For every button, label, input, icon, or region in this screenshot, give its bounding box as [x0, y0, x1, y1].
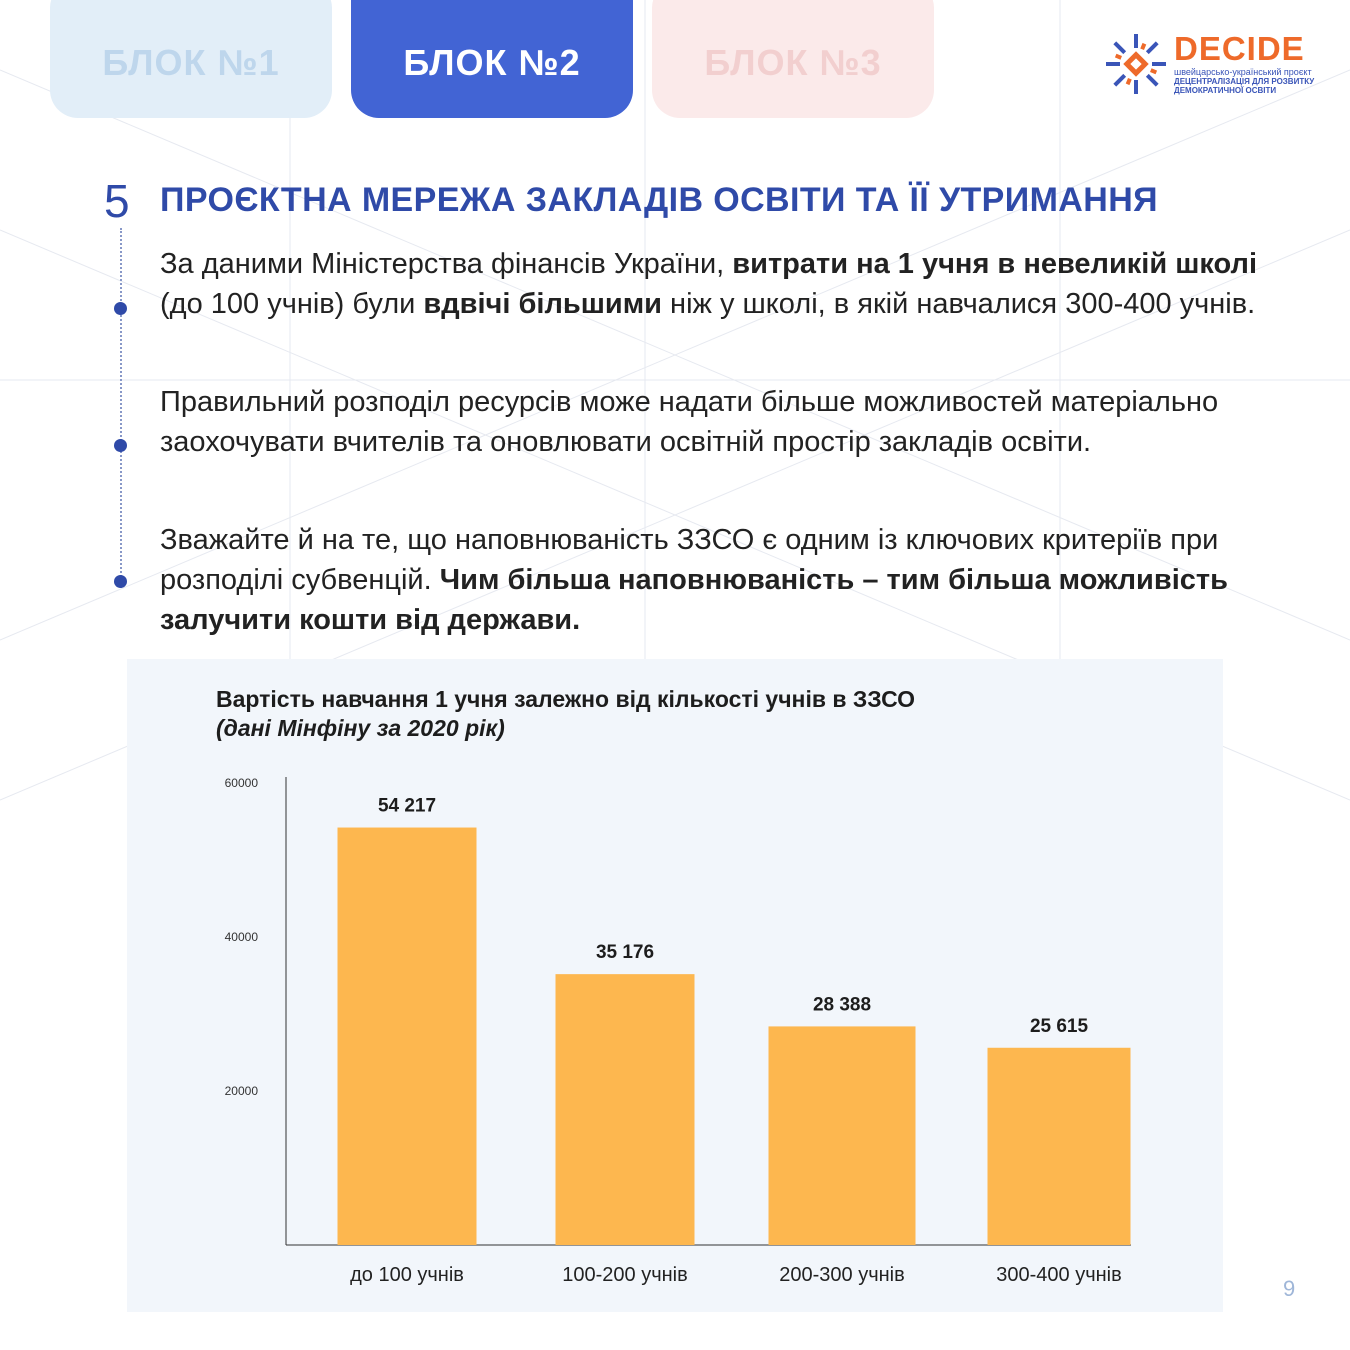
paragraph-2 — [160, 382, 1270, 462]
tab-block-3[interactable]: БЛОК №3 — [652, 0, 934, 118]
logo-wordmark: DECIDE — [1174, 30, 1305, 67]
page-number: 9 — [1283, 1276, 1296, 1301]
bar-value-label: 54 217 — [377, 795, 437, 817]
bar-value-label: 35 176 — [595, 942, 655, 964]
bar — [988, 1048, 1131, 1245]
x-category-label: 100-200 учнів — [562, 1264, 688, 1286]
tab-block-1[interactable]: БЛОК №1 — [50, 0, 332, 118]
bullet-dot-3 — [114, 575, 127, 588]
logo-subtitle-3: ДЕМОКРАТИЧНОЇ ОСВІТИ — [1174, 86, 1277, 95]
y-tick-label: 40000 — [224, 930, 258, 944]
x-category-label: 300-400 учнів — [996, 1264, 1122, 1286]
bar — [769, 1026, 916, 1245]
paragraph-3-text: Зважайте й на те, що наповнюваність ЗЗСО є одним із ключових критеріїв при розподілі субвенцій. — [160, 524, 1219, 596]
timeline-line — [120, 228, 122, 588]
bar — [556, 974, 695, 1245]
y-tick-label: 60000 — [224, 776, 258, 790]
bar-chart — [127, 659, 1223, 1312]
bar — [338, 828, 477, 1245]
paragraph-1 — [160, 244, 1270, 324]
x-category-label: до 100 учнів — [350, 1264, 464, 1286]
tab-block-2[interactable]: БЛОК №2 — [351, 0, 633, 118]
paragraph-3 — [160, 520, 1270, 640]
paragraph-1-bold-b: вдвічі більшими — [423, 288, 662, 320]
x-category-label: 200-300 учнів — [779, 1264, 905, 1286]
bullet-dot-1 — [114, 302, 127, 315]
decide-logo — [1104, 30, 1314, 100]
bullet-dot-2 — [114, 439, 127, 452]
paragraph-2-text: Правильний розподіл ресурсів може надати більше можливостей матеріально заохочувати вчителів та оновлювати освітній простір закладів освіти. — [160, 386, 1219, 458]
logo-subtitle-1: швейцарсько-український проєкт — [1174, 67, 1312, 77]
chart-subtitle: (дані Мінфіну за 2020 рік) — [216, 715, 505, 741]
section-title: ПРОЄКТНА МЕРЕЖА ЗАКЛАДІВ ОСВІТИ ТА ЇЇ УТРИМАННЯ — [160, 181, 1158, 219]
paragraph-1-bold-a: витрати на 1 учня в невеликій школі — [732, 248, 1258, 280]
bar-value-label: 28 388 — [812, 994, 872, 1016]
paragraph-1-text-c: ніж у школі, в якій навчалися 300-400 учнів. — [662, 288, 1256, 320]
logo-subtitle-2: ДЕЦЕНТРАЛІЗАЦІЯ ДЛЯ РОЗВИТКУ — [1174, 77, 1315, 86]
paragraph-1-text-b: (до 100 учнів) були — [160, 288, 424, 320]
section-number: 5 — [104, 175, 130, 227]
paragraph-1-text-a: За даними Міністерства фінансів України, — [160, 248, 733, 280]
bar-value-label: 25 615 — [1029, 1015, 1089, 1037]
snowflake-ornament-icon — [1104, 32, 1168, 96]
y-tick-label: 20000 — [224, 1084, 258, 1098]
paragraph-3-bold: Чим більша наповнюваність – тим більша можливість залучити кошти від держави. — [160, 564, 1228, 636]
chart-title: Вартість навчання 1 учня залежно від кількості учнів в ЗЗСО — [216, 686, 916, 712]
